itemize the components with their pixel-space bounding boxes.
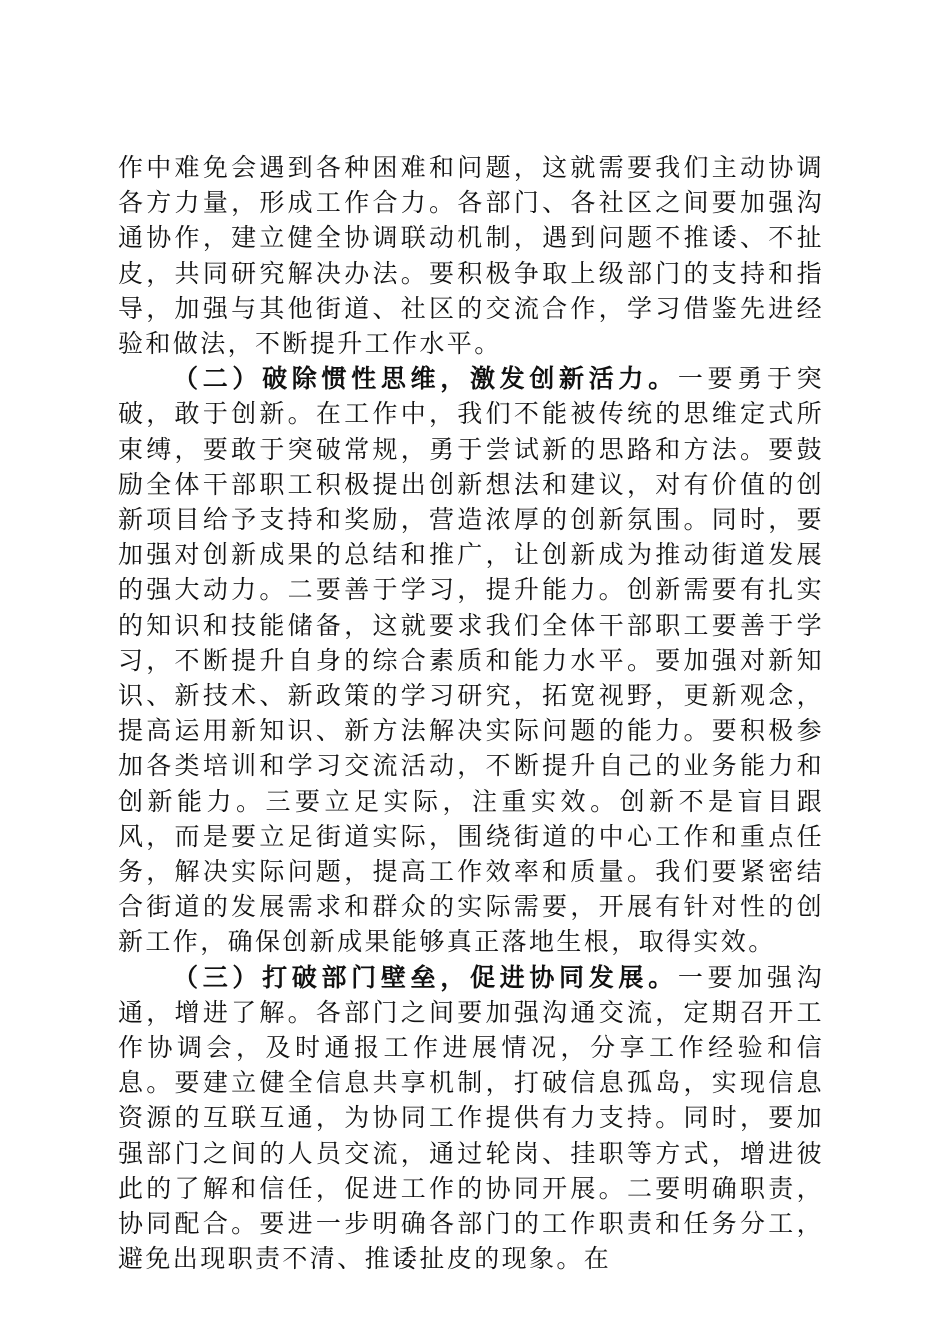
paragraph-text: 一要勇于突破，敢于创新。在工作中，我们不能被传统的思维定式所束缚，要敢于突破常规，勇于尝试新的思路和方法。要鼓励全体干部职工积极提出创新想法和建议，对有价值的创新项目给予支持和奖励，营造浓厚的创新氛围。同时，要加强对创新成果的总结和推广，让创新成为推动街道发展的强大动力。二要善于学习，提升能力。创新需要有扎实的知识和技能储备，这就要求我们全体干部职工要善于学习，不断提升自身的综合素质和能力水平。要加强对新知识、新技术、新政策的学习研究，拓宽视野，更新观念，提高运用新知识、新方法解决实际问题的能力。要积极参加各类培训和学习交流活动，不断提升自己的业务能力和创新能力。三要立足实际，注重实效。创新不是盲目跟风，而是要立足街道实际，围绕街道的中心工作和重点任务，解决实际问题，提高工作效率和质量。我们要紧密结合街道的发展需求和群众的实际需要，开展有针对性的创新工作，确保创新成果能够真正落地生根，取得实效。 [118,364,824,957]
document-body [118,150,824,1277]
paragraph-continued [118,150,824,361]
paragraph-text: 作中难免会遇到各种困难和问题，这就需要我们主动协调各方力量，形成工作合力。各部门、各社区之间要加强沟通协作，建立健全协调联动机制，遇到问题不推诿、不扯皮，共同研究解决办法。要积极争取上级部门的支持和指导，加强与其他街道、社区的交流合作，学习借鉴先进经验和做法，不断提升工作水平。 [118,153,824,359]
paragraph-section-3 [118,960,824,1277]
paragraph-section-2 [118,361,824,959]
section-heading: （三）打破部门壁垒，促进协同发展。 [173,962,678,992]
section-heading: （二）破除惯性思维，激发创新活力。 [173,364,678,394]
paragraph-text: 一要加强沟通，增进了解。各部门之间要加强沟通交流，定期召开工作协调会，及时通报工作进展情况，分享工作经验和信息。要建立健全信息共享机制，打破信息孤岛，实现信息资源的互联互通，为协同工作提供有力支持。同时，要加强部门之间的人员交流，通过轮岗、挂职等方式，增进彼此的了解和信任，促进工作的协同开展。二要明确职责，协同配合。要进一步明确各部门的工作职责和任务分工，避免出现职责不清、推诿扯皮的现象。在 [118,962,824,1274]
